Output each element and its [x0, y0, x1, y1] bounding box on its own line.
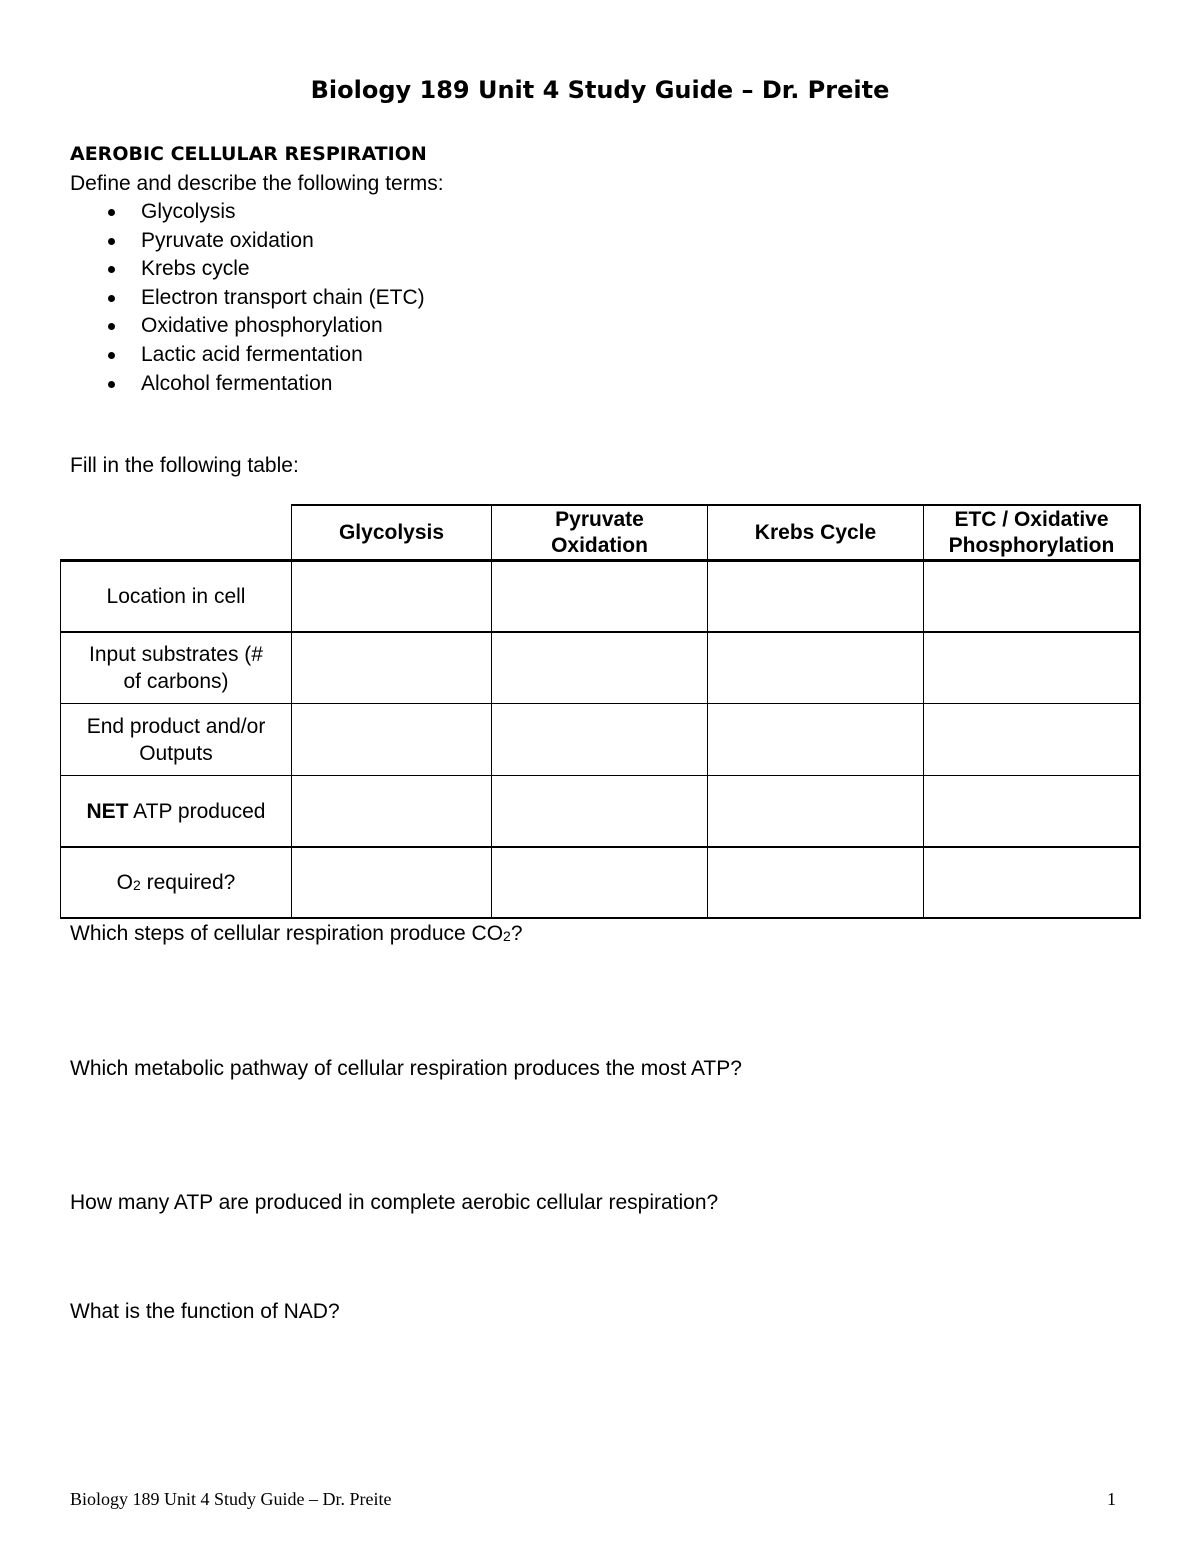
table-border-right	[1139, 504, 1141, 919]
bullet-icon	[108, 352, 115, 359]
term-label: Oxidative phosphorylation	[141, 314, 383, 338]
list-item	[105, 255, 425, 284]
question-nad-function: What is the function of NAD?	[70, 1300, 340, 1323]
column-header-krebs-cycle: Krebs Cycle	[754, 520, 877, 544]
list-item	[105, 198, 425, 227]
column-header-pyruvate-oxidation: Pyruvate Oxidation	[551, 507, 648, 557]
bullet-icon	[108, 209, 115, 216]
list-item	[105, 284, 425, 313]
question-co2: Which steps of cellular respiration produce $CO_2$?	[70, 922, 523, 945]
row-label-net-atp: NET ATP produced	[86, 799, 266, 823]
term-label: Alcohol fermentation	[141, 371, 333, 395]
list-item	[105, 370, 425, 399]
table-border-col	[707, 504, 708, 919]
table-border-col	[491, 504, 492, 919]
bullet-icon	[108, 323, 115, 330]
table-border-col	[291, 504, 292, 919]
list-item	[105, 312, 425, 341]
term-label: Electron transport chain (ETC)	[141, 285, 425, 309]
question-total-atp: How many ATP are produced in complete aerobic cellular respiration?	[70, 1191, 719, 1214]
list-item	[105, 227, 425, 256]
column-header-glycolysis: Glycolysis	[338, 520, 445, 544]
bullet-icon	[108, 295, 115, 302]
row-label-location: Location in cell	[106, 585, 246, 608]
list-item	[105, 341, 425, 370]
row-label-input-substrates: Input substrates (# of carbons)	[89, 643, 263, 693]
term-label: Lactic acid fermentation	[141, 342, 363, 366]
footer-text: Biology 189 Unit 4 Study Guide – Dr. Preite	[70, 1489, 392, 1509]
respiration-table	[60, 504, 1141, 919]
question-most-atp: Which metabolic pathway of cellular respiration produces the most ATP?	[70, 1057, 742, 1080]
row-label-o2-required: $O_2$ required?	[116, 871, 236, 894]
page-number: 1	[1107, 1489, 1116, 1509]
row-label-end-product: End product and/or Outputs	[86, 714, 266, 765]
table-instruction: Fill in the following table:	[70, 454, 299, 477]
term-label: Pyruvate oxidation	[141, 228, 314, 252]
table-border-col	[923, 504, 924, 919]
bullet-icon	[108, 381, 115, 388]
column-header-etc: ETC / Oxidative Phosphorylation	[948, 507, 1115, 557]
term-label: Krebs cycle	[141, 257, 250, 281]
bullet-icon	[108, 238, 115, 245]
section-heading: AEROBIC CELLULAR RESPIRATION	[70, 143, 427, 165]
bullet-icon	[108, 266, 115, 273]
term-label: Glycolysis	[141, 200, 236, 223]
terms-instruction: Define and describe the following terms:	[70, 172, 444, 195]
table-border-bottom	[60, 917, 1141, 919]
terms-list	[105, 198, 425, 398]
document-title: Biology 189 Unit 4 Study Guide – Dr. Preite	[310, 76, 890, 104]
